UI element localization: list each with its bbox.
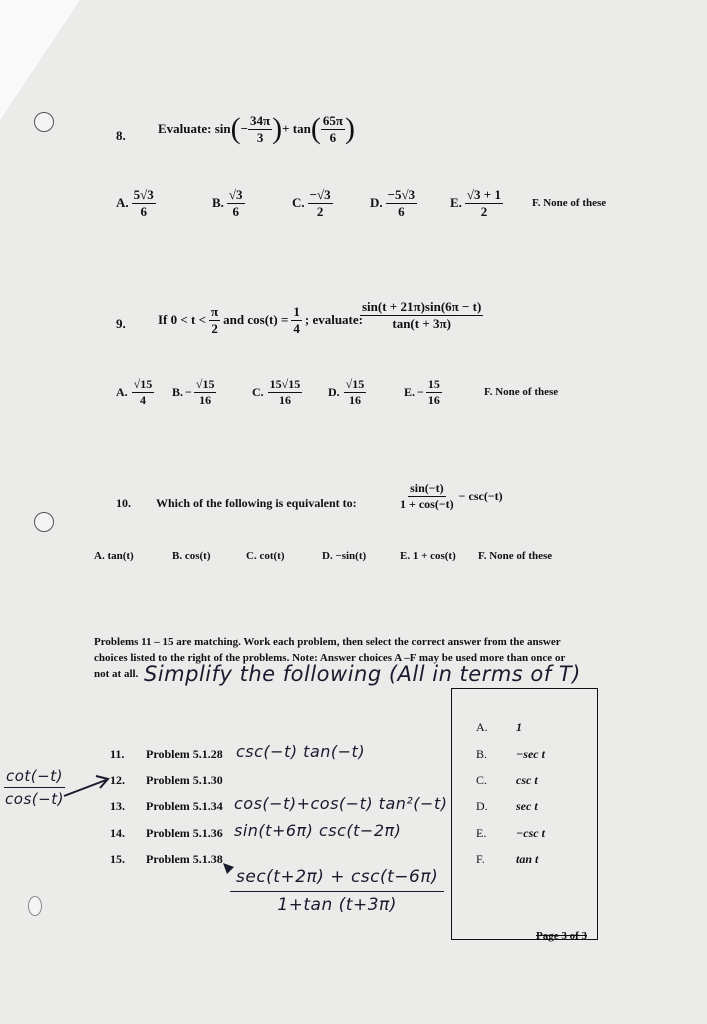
matching-instructions-line3: not at all.: [94, 668, 139, 680]
q9-expr-numerator: sin(t + 21π)sin(6π − t): [362, 299, 482, 314]
q8-arg1-fraction: $\frac{34\pi}{3}$: [250, 113, 271, 145]
q10-expr-tail: − csc(−t): [458, 488, 503, 503]
margin-note-denominator: cos(−t): [5, 789, 64, 808]
problem-label: Problem 5.1.36: [146, 826, 223, 840]
q8-choice-fraction: [308, 188, 333, 218]
answer-letter: D.: [476, 799, 488, 813]
q9-choice-letter: C.: [252, 384, 264, 399]
q8-choice-f: F. None of these: [532, 197, 607, 209]
answer-letter: C.: [476, 773, 488, 787]
q8-choice-letter: C.: [292, 195, 305, 211]
answer-choices-box: [451, 688, 598, 940]
q8-plus-tan: + tan: [282, 121, 311, 137]
margin-note: [4, 768, 65, 807]
q9-expression: [360, 300, 483, 330]
p15-denominator: 1+tan (t+3π): [277, 894, 397, 915]
q8-choice-denominator: 6: [398, 203, 405, 219]
problem-handwritten: cos(−t)+cos(−t) tan²(−t): [234, 794, 448, 813]
q8-choice-numerator: −5√3: [387, 187, 416, 202]
q8-choice-denominator: 6: [140, 203, 147, 219]
q9-expr-denominator: tan(t + 3π): [392, 315, 451, 331]
q9-cond-prefix: If 0 < t <: [158, 312, 207, 328]
q8-choice-letter: E.: [450, 195, 462, 211]
handwritten-instruction: Simplify the following (All in terms of T): [144, 662, 581, 686]
problem-number: 12.: [110, 773, 125, 787]
q8-choice-fraction: [465, 188, 503, 218]
q10-expr-denominator: 1 + cos(−t): [400, 496, 454, 511]
q9-choice-2: [252, 378, 302, 406]
q9-choice-fraction: [268, 378, 303, 406]
q8-choice-1: [212, 188, 245, 218]
q9-evaluate: ; evaluate:: [304, 312, 363, 328]
answer-letter: F.: [476, 852, 485, 866]
q8-choice-fraction: [386, 188, 418, 218]
answer-value: 1: [516, 720, 522, 734]
q8-choice-numerator: √3: [228, 187, 243, 202]
q9-choice-letter: A.: [116, 384, 128, 399]
q10-choice-5: F. None of these: [478, 550, 553, 562]
q8-choice-denominator: 6: [232, 203, 239, 219]
q10-expression: [398, 482, 503, 510]
q8-choice-fraction: [227, 188, 245, 218]
answer-value: −sec t: [516, 747, 545, 761]
page-fold: [0, 0, 80, 120]
q9-choice-sign: −: [185, 384, 192, 399]
q10-number: 10.: [116, 496, 131, 510]
answer-value: csc t: [516, 773, 538, 787]
binder-hole-bottom: [28, 896, 42, 916]
problem-number: 14.: [110, 826, 125, 840]
binder-hole-top: [34, 112, 54, 132]
answer-value: −csc t: [516, 826, 545, 840]
q9-cond-fraction: $\frac{\pi}{2}$: [211, 304, 219, 336]
q8-choice-2: [292, 188, 333, 218]
q9-choice-denominator: 16: [199, 392, 212, 407]
q9-cond-mid: and cos(t) =: [223, 312, 289, 328]
problem-number: 13.: [110, 799, 125, 813]
answer-letter: E.: [476, 826, 487, 840]
pen-mark-icon: [222, 862, 236, 876]
q9-choice-denominator: 16: [427, 392, 440, 407]
q8-choice-letter: A.: [116, 195, 129, 211]
binder-hole-middle: [34, 512, 54, 532]
q8-choice-denominator: 2: [480, 203, 488, 219]
q9-choice-sign: −: [417, 384, 424, 399]
q9-choice-numerator: √15: [345, 377, 365, 391]
q9-choice-3: [328, 378, 366, 406]
q8-choice-numerator: √3 + 1: [466, 187, 501, 202]
q8-choice-letter: D.: [370, 195, 383, 211]
problem-handwritten: sin(t+6π) csc(t−2π): [234, 821, 402, 840]
q8-choice-4: [450, 188, 503, 218]
q9-choice-f: F. None of these: [484, 386, 559, 398]
q9-number: 9.: [116, 316, 126, 331]
q9-choice-fraction: [194, 378, 217, 406]
q9-choice-fraction: [426, 378, 442, 406]
q10-choice-4: E. 1 + cos(t): [400, 550, 456, 562]
q8-choice-letter: B.: [212, 195, 224, 211]
q9-choice-fraction: [344, 378, 367, 406]
answer-value: sec t: [516, 799, 538, 813]
q9-choice-4: [404, 378, 442, 406]
q10-choice-3: D. −sin(t): [322, 550, 367, 562]
q9-choice-denominator: 16: [348, 392, 361, 407]
q9-choice-numerator: √15: [133, 377, 153, 391]
problem-handwritten: csc(−t) tan(−t): [236, 742, 366, 761]
q9-choice-0: [116, 378, 154, 406]
answer-value: tan t: [516, 852, 539, 866]
q9-choice-1: [172, 378, 216, 406]
q8-choice-fraction: [132, 188, 156, 218]
problem-label: Problem 5.1.34: [146, 799, 223, 813]
q10-choice-2: C. cot(t): [246, 550, 285, 562]
answer-letter: A.: [476, 720, 488, 734]
q8-choice-numerator: 5√3: [133, 187, 154, 202]
q9-choice-numerator: 15: [427, 377, 440, 391]
q9-choice-denominator: 16: [278, 392, 291, 407]
q8-choice-numerator: −√3: [309, 187, 331, 202]
q9-choice-letter: E.: [404, 384, 416, 399]
answer-letter: B.: [476, 747, 488, 761]
q10-prompt: Which of the following is equivalent to:: [156, 496, 357, 510]
q8-number: 8.: [116, 128, 126, 143]
margin-arrow-icon: [62, 770, 112, 800]
p15-handwritten-expression: [230, 868, 444, 915]
q9-choice-fraction: [132, 378, 155, 406]
q10-choice-1: B. cos(t): [172, 550, 211, 562]
problem-number: 11.: [110, 747, 125, 761]
p15-numerator: sec(t+2π) + csc(t−6π): [230, 868, 444, 892]
q8-choice-0: [116, 188, 156, 218]
problem-number: 15.: [110, 852, 125, 866]
q9-choice-numerator: √15: [195, 377, 215, 391]
q9-choice-numerator: 15√15: [269, 377, 301, 391]
q9-cos-fraction: $\frac{1}{4}$: [293, 304, 300, 336]
page-footer: Page 3 of 3: [536, 930, 588, 942]
q10-choice-0: A. tan(t): [94, 550, 134, 562]
q8-choice-denominator: 2: [316, 203, 324, 219]
q8-choice-3: [370, 188, 417, 218]
matching-instructions-line2: choices listed to the right of the problems. Note: Answer choices A –F may be used more than once or: [94, 652, 566, 664]
margin-note-numerator: cot(−t): [4, 768, 65, 788]
q9-choice-letter: D.: [328, 384, 340, 399]
q8-prompt-text: Evaluate: sin: [158, 121, 231, 137]
problem-label: Problem 5.1.38: [146, 852, 223, 866]
q9-choice-letter: B.: [172, 384, 184, 399]
problem-label: Problem 5.1.28: [146, 747, 223, 761]
q8-prompt: Evaluate: sin ( − $\frac{34\pi}{3}$ ) + tan ( $\frac{65\pi}{6}$ ): [158, 112, 355, 146]
q9-condition: [158, 305, 363, 335]
q9-choice-denominator: 4: [139, 392, 146, 407]
problem-label: Problem 5.1.30: [146, 773, 223, 787]
matching-instructions-line1: Problems 11 – 15 are matching. Work each problem, then select the correct answer from the answer: [94, 636, 561, 648]
q8-arg2-fraction: $\frac{65\pi}{6}$: [322, 113, 343, 145]
q8-arg1-sign: −: [240, 121, 249, 137]
q10-expr-numerator: sin(−t): [410, 481, 444, 495]
